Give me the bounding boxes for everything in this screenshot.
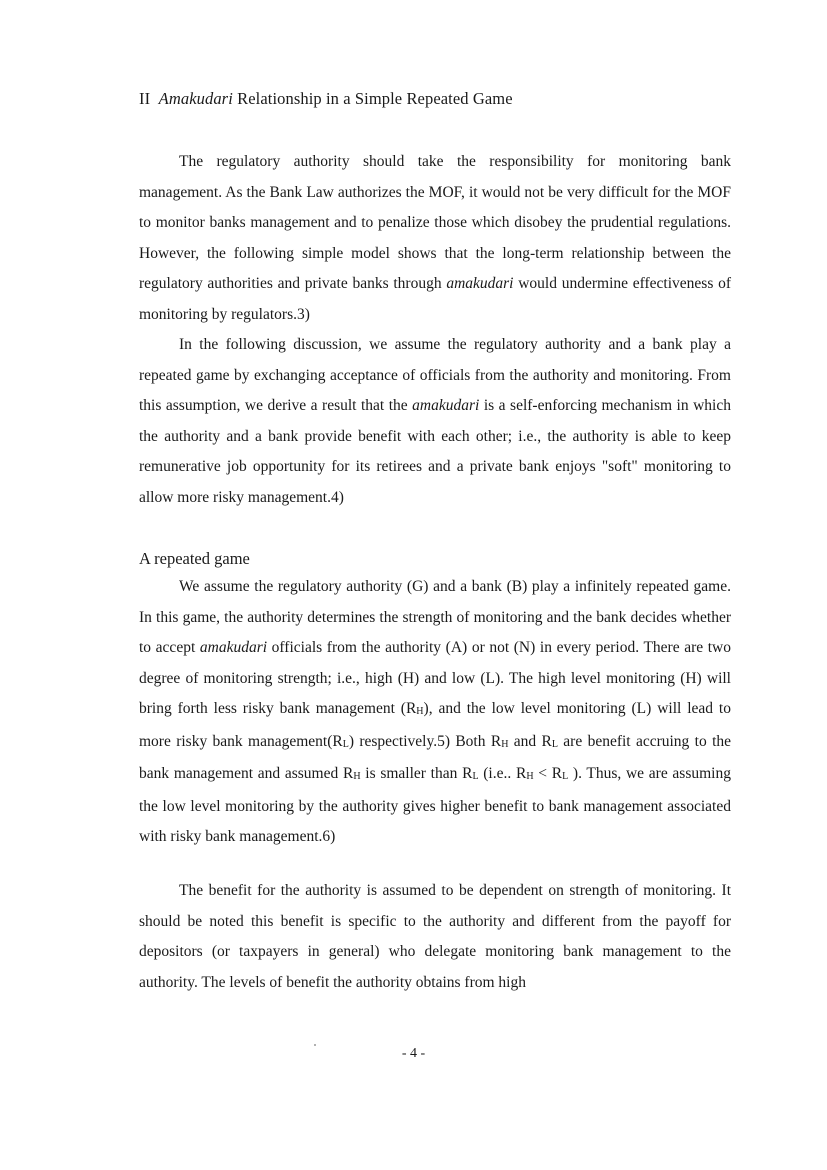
p3-text-j: < R bbox=[533, 765, 563, 782]
subsection-heading: A repeated game bbox=[139, 549, 250, 568]
paragraph-4 bbox=[139, 876, 731, 998]
p3-text-e: and R bbox=[508, 732, 552, 750]
page-number: - 4 - bbox=[401, 1046, 426, 1061]
p1-text-b: would undermine effectiveness of monitoring by regulators.3) bbox=[139, 275, 731, 323]
p3-subscript: L bbox=[551, 738, 558, 750]
p3-text-d: ) respectively.5) Both R bbox=[348, 732, 502, 750]
p2-text-b: is a self-enforcing mechanism in which the authority and a bank provide benefit with each other; i.e., the authority is able to keep remunerative job opportunity for its retirees and a private bank enjoys "soft" monitoring to allow more risky management.4) bbox=[139, 397, 731, 506]
p3-italic-term: amakudari bbox=[199, 639, 268, 656]
p3-subscript: H bbox=[526, 771, 534, 782]
p3-subscript: L bbox=[342, 738, 349, 750]
p3-text-g: is smaller than R bbox=[360, 765, 473, 782]
section-title-rest: Relationship in a Simple Repeated Game bbox=[237, 89, 513, 108]
p3-text-a: We assume the regulatory authority (G) and a bank (B) play a infinitely repeated game. In this game, the authority determines the strength of monitoring and the bank decides whether to accept bbox=[139, 578, 731, 656]
p4-text-a: The benefit for the authority is assumed to be dependent on strength of monitoring. It should be noted this benefit is specific to the authority and different from the payoff for depositors (or taxpayers in general) who delegate monitoring bank management to the authority. The levels of benefit the authority obtains from high bbox=[139, 882, 731, 991]
paragraph-1 bbox=[139, 147, 731, 330]
p1-text-a: The regulatory authority should take the responsibility for monitoring bank management. As the Bank Law authorizes the MOF, it would not be very difficult for the MOF to monitor banks management and to penalize those which disobey the prudential regulations. However, the following simple model shows that the long-term relationship between the regulatory authorities and private banks through bbox=[139, 153, 731, 292]
p3-subscript: H bbox=[501, 738, 509, 750]
p3-text-h: (i.e.. R bbox=[478, 765, 527, 782]
p3-text-f: are benefit accruing to the bank management and assumed R bbox=[139, 732, 731, 782]
p3-subscript: L bbox=[562, 771, 569, 782]
p3-subscript: H bbox=[353, 771, 361, 782]
p2-italic-term: amakudari bbox=[412, 397, 480, 414]
p3-text-k: ). Thus, we are assuming the low level monitoring by the authority gives higher benefit to bank management associated with risky bank management.6) bbox=[139, 765, 731, 845]
p2-text-a: In the following discussion, we assume the regulatory authority and a bank play a repeated game by exchanging acceptance of officials from the authority and monitoring. From this assumption, we derive a result that the bbox=[139, 336, 731, 414]
p1-italic-term: amakudari bbox=[446, 275, 514, 292]
p3-subscript: L bbox=[472, 771, 479, 782]
paragraph-3 bbox=[139, 572, 731, 853]
section-heading bbox=[139, 89, 513, 109]
section-number: II bbox=[139, 89, 151, 108]
section-title-italic: Amakudari bbox=[158, 89, 233, 108]
p3-text-c: ), and the low level monitoring (L) will lead to more risky bank management(R bbox=[139, 700, 731, 750]
p3-text-b: officials from the authority (A) or not (N) in every period. There are two degree of monitoring strength; i.e., high (H) and low (L). The high level monitoring (H) will bring forth less risky bank management (R bbox=[139, 639, 731, 717]
p3-subscript: H bbox=[416, 706, 424, 717]
paragraph-2 bbox=[139, 330, 731, 513]
